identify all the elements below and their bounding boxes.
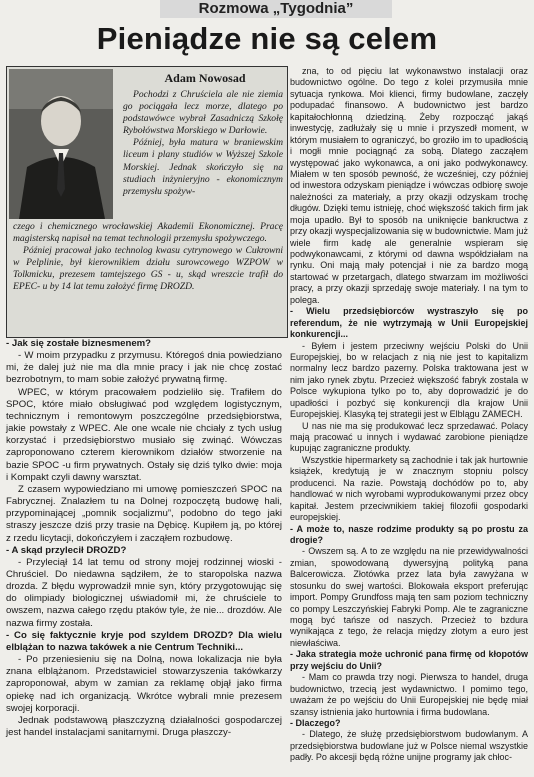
article-paragraph: WPEC, w którym pracowałem podzieliło się. Trafiłem do SPOC, które miało obsługiwać pod względem logistycznym, technicznym i remontowym poszczególne przedsiębiorstwa, jakie powstały z WPEC. Ale one wcale nie chciały z tych usług korzystać i przedsiębiorstwo musiało się zwinąć. Wówczas zaproponowano czterem kierownikom działów stworzenie na bazie SPOC -u firm prywatnych. Ostały się dziś tylko dwie: moja i Kompakt czyli dawny warsztat. xyxy=(6,386,282,483)
article-column-left xyxy=(6,338,282,739)
profile-box xyxy=(6,66,288,338)
article-paragraph: - Po przeniesieniu się na Dolną, nowa lokalizacja nie była znana elblążanom. Przedstawiciel stowarzyszenia takówkarzy zaproponował, abym w zamian za reklamę objął jako firma opiekę nad ich organizacją. Wkrótce wybrali mnie prezesem swojej korporacji. xyxy=(6,654,282,715)
interview-question: - Wielu przedsiębiorców wystraszyło się po referendum, że nie wytrzymają w Unii Europejskiej konkurencji... xyxy=(290,306,528,340)
intro-paragraph: czego i chemicznego wrocławskiej Akademii Ekonomicznej. Pracę magisterską napisał na temat technologii przemysłu spożywczego. xyxy=(13,221,283,245)
section-header: Rozmowa „Tygodnia” xyxy=(160,0,392,18)
article-paragraph: - Owszem są. A to ze względu na nie przewidywalności zmian, spowodowaną dywersyjną polityką pana Balcerowicza. Złotówka przez lata była zawyżana w stosunku do swej wartości. Blokowała eksport preferując import. Pompy Grundfoss mają ten sam poziom techniczny co pompy Leszczyńskiej Fabryki Pomp. Ale te zagraniczne mogą być tańsze od naszych. Przecież to bzdura wynikająca z tego, że relacja między złotym a euro jest niewłaściwa. xyxy=(290,546,528,649)
interview-question: - A może to, nasze rodzime produkty są po prostu za drogie? xyxy=(290,524,528,547)
article-paragraph: - Mam co prawda trzy nogi. Pierwsza to handel, druga budownictwo, trzecią jest wydawnictwo. I pomimo tego, uważam że po wejściu do Unii Europejskiej nie będę miał szansy istnienia jako hurtownia i firma budowlana. xyxy=(290,672,528,718)
article-paragraph: - Dlatego, że służę przedsiębiorstwom budowlanym. A przedsiębiorstwa budowlane już w Polsce niemal wszystkie padły. Po akcesji będą różne unijne programy jak chłoc- xyxy=(290,729,528,763)
article-paragraph: Z czasem wypowiedziano mi umowę pomieszczeń SPOC na Fabrycznej. Znalazłem tu na Dolnej rozpoczętą budowę hali, przypominającej „pomnik socjalizmu”, podobno do tego jaki straszy jeszcze dziś przy trasie na Dębicę. Kupiłem ją, po której z rzedu licytacji, dokończyłem i zacząłem rozbudowę. xyxy=(6,483,282,544)
article-paragraph: U nas nie ma się produkować lecz sprzedawać. Polacy mają pracować u innych i wydawać zarobione pieniądze kupując zagraniczne produkty. xyxy=(290,420,528,454)
intro-paragraph: Pochodzi z Chruściela ale nie ziemia go pociągała lecz morze, dlatego po podstawówce wybrał Zasadniczą Szkołę Rybołówstwa Morskiego w Darłowie. xyxy=(123,89,283,137)
intro-text-continued xyxy=(13,221,283,294)
article-paragraph: - Przyleciął 14 lat temu od strony mojej rodzinnej wioski - Chruściel. Do niedawna sądziłem, że to staropolska nazwa drozda. Z błędu wyprowadził mnie syn, który przygotowując się do olimpiady biologicznej uświadomił mi, że chruściele to owszem, nazwa całego rzędu ptaków tyle, że nie... drozdów. Ale nazwa firmy została. xyxy=(6,557,282,630)
intro-paragraph: Później pracował jako technolog kwasu cytrynowego w Cukrowni w Pelplinie, był kierownikiem działu surowcowego WZPOW w Tolkmicku, prezesem tamtejszego GS - u, skąd wreszcie trafił do EPEC- u by 14 lat temu założyć firmę DROZD. xyxy=(13,245,283,293)
interview-question: - A skąd przylecił DROZD? xyxy=(6,545,282,557)
portrait-illustration xyxy=(9,69,113,219)
intro-text xyxy=(123,89,283,198)
article-paragraph: zna, to od pięciu lat wykonawstwo instalacji oraz budownictwo ogólne. Do tego z kolei przymusiła mnie sytuacja rynkowa. Moi klienci, firmy budowlane, zaczęły podupadać finansowo. A budownictwo jest bardzo kapitałochłonną dziedziną. Żeby rozpocząć jakąś inwestycję, zadłużały się u mnie i przyszedł moment, w którym musiałem to ograniczyć, bo groziło im to upadłością i mogłi mnie pociągnąć za sobą. Dlatego zacząłem występować jako wykonawca, a oni jako podwykonawcy. Miałem w ten sposób pewność, że wcześniej, czy później od inwestora odzyskam pieniądze i wówczas odbiorę swoje należności za materiały, a przy okazji odzyskam trochę długów. Dzięki temu istnieję, choć większość takich firm jak moja upadło. Był to sposób na uniknięcie bankructwa z przy okazji wyspecjalizowania się w budownictwie. Mam już wiele firm kadę ale generalnie wspieram się podwykonawcami, z którymi od dawna współdziałam na rynku. Oni mają mały potencjał i nie za bardzo mogą startować w przetargach, dlatego stwarzam im możliwości pracy, a przy okazji sprzedaję swoje materiały. I na tym to polega. xyxy=(290,66,528,305)
interview-question: - Jak się zostałe biznesmenem? xyxy=(6,338,282,350)
article-paragraph: Jednak podstawową płaszczyzną działalności gospodarczej jest handel instalacjami sanitarnymi. Druga płaszczy- xyxy=(6,714,282,738)
article-paragraph: - Byłem i jestem przeciwny wejściu Polski do Unii Europejskiej, bo w relacjach z nią nie jest to kapitalizm normalny lecz bardzo pazerny. Polska traktowana jest w nim jako rynek zbytu. Przecież większość fabryk zostala w Polsce wykupiona tylko po to, aby doprowadzić je do upadłości i pozbyć się konkurencji dla krajow Unii Europejskiej. Klasyką tej strategii jest w Elblągu ZAMECH. xyxy=(290,341,528,421)
author-name: Adam Nowosad xyxy=(164,71,246,85)
article-column-right xyxy=(290,66,528,764)
headline: Pieniądze nie są celem xyxy=(96,21,438,56)
intro-paragraph: Później, była matura w braniewskim liceum i plany studiów w Wyższej Szkole Morskiej. Jednak skończyło się na studiach inżynieryjno - ekonomicznym przemysłu spożyw- xyxy=(123,137,283,197)
article-paragraph: - W moim przypadku z przymusu. Któregoś dnia powiedziano mi, że dalej już nie ma dla mnie pracy i jak nie chcę zostać bezrobotnym, to mam sobie założyć prywatną firmę. xyxy=(6,350,282,386)
interview-question: - Dlaczego? xyxy=(290,718,528,729)
interview-question: - Jaka strategia może uchronić pana firmę od kłopotów przy wejściu do Unii? xyxy=(290,649,528,672)
interview-question: - Co się faktycznie kryje pod szyldem DROZD? Dla wielu elblążan to nazwa takówek a nie Centrum Techniki... xyxy=(6,630,282,654)
portrait-photo xyxy=(9,69,113,219)
article-paragraph: Wszystkie hipermarkety są zachodnie i tak jak hurtownie książek, kredytują je w znacznym stopniu polscy producenci. Na razie. Powstają dochódów po to, aby handlować w nich wyrobami wyprodukowanymi przez obcy kapitał. Jestem przeciwnikiem takiej filozofii gospodarki europejskiej. xyxy=(290,454,528,523)
